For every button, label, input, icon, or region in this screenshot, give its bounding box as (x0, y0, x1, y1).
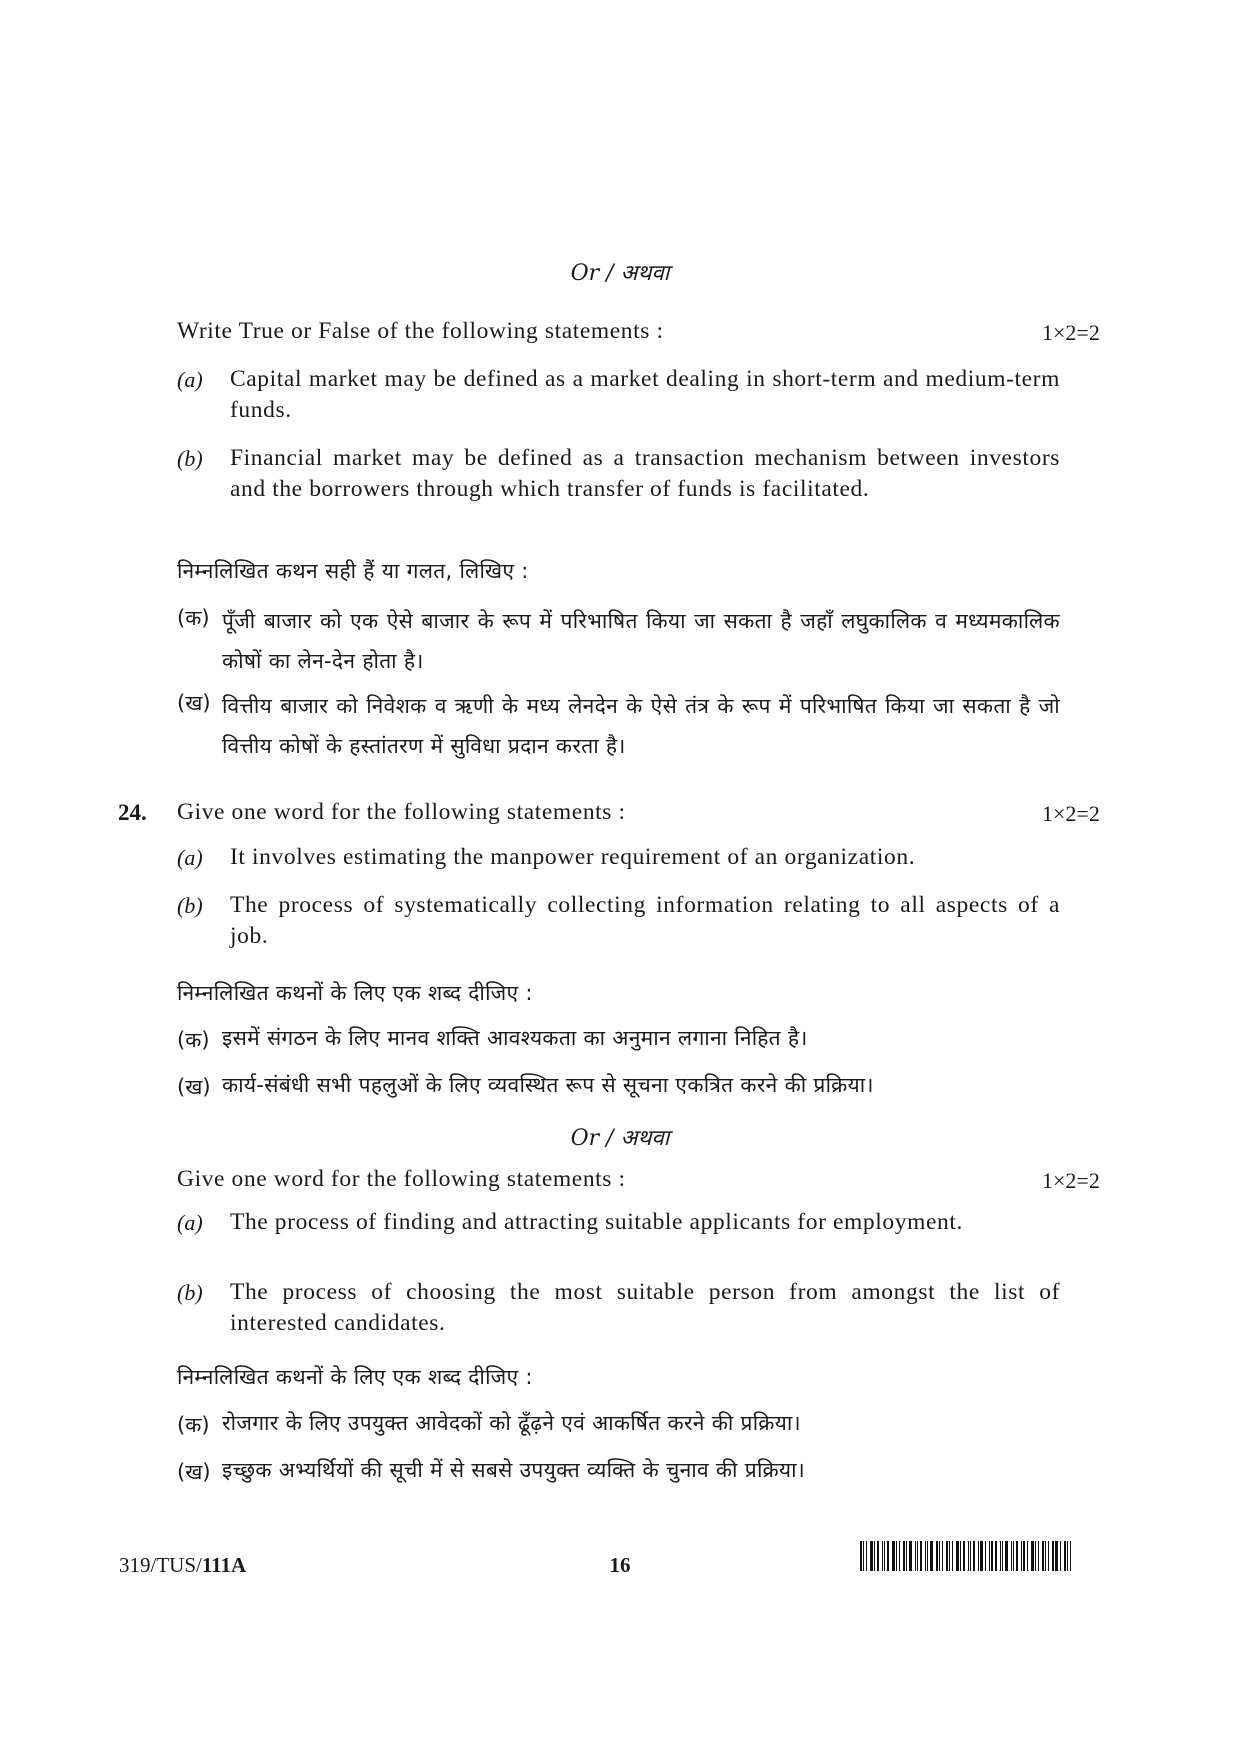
statement-a: Capital market may be defined as a market dealing in short-term and medium-term funds. (230, 366, 1060, 423)
barcode-bar (980, 1541, 983, 1571)
barcode-image (860, 1541, 1120, 1571)
barcode-bar (1045, 1541, 1046, 1571)
instruction-one-word: Give one word for the following statements : (177, 1166, 626, 1192)
hindi-item-label: (क) (177, 1028, 210, 1052)
barcode-bar (874, 1541, 875, 1571)
hindi-instruction: निम्नलिखित कथनों के लिए एक शब्द दीजिए : (177, 1365, 533, 1389)
barcode-bar (892, 1541, 895, 1571)
barcode-bar (1011, 1541, 1012, 1571)
barcode-bar (917, 1541, 918, 1571)
barcode-bar (1005, 1541, 1008, 1571)
barcode-bar (1067, 1541, 1068, 1571)
barcode-bar (866, 1541, 867, 1571)
barcode-bar (930, 1541, 933, 1571)
barcode-bar (1052, 1541, 1054, 1571)
barcode-bar (903, 1541, 905, 1571)
statement-b: Financial market may be defined as a transaction mechanism between investors and the borrowers through which transfer of funds is facilitated. (230, 445, 1060, 502)
barcode-bar (906, 1541, 907, 1571)
item-label: (b) (177, 1280, 203, 1305)
marks-label: 1×2=2 (1042, 320, 1100, 345)
marks-label: 1×2=2 (1042, 801, 1100, 826)
barcode-bar (1042, 1541, 1044, 1571)
barcode-bar (887, 1541, 889, 1571)
barcode-bar (1016, 1541, 1018, 1571)
barcode-bar (1035, 1541, 1036, 1571)
hindi-item-label: (क) (177, 1413, 210, 1437)
barcode-bar (1064, 1541, 1066, 1571)
item-label: (a) (177, 845, 203, 870)
barcode-bar (995, 1541, 997, 1571)
item-label: (a) (177, 1210, 203, 1235)
paper-code-prefix: 319/TUS/ (119, 1553, 202, 1577)
hindi-item-label: (क) (177, 606, 210, 630)
page-number: 16 (609, 1553, 631, 1577)
barcode-bar (1031, 1541, 1034, 1571)
paper-code-bold: 111A (201, 1553, 247, 1577)
barcode-bar (915, 1541, 916, 1571)
hindi-statement-kha: इच्छुक अभ्यर्थियों की सूची में से सबसे उपयुक्त व्यक्ति के चुनाव की प्रक्रिया। (222, 1458, 806, 1482)
marks-label: 1×2=2 (1042, 1168, 1100, 1193)
hindi-statement-kha: वित्तीय बाजार को निवेशक व ऋणी के मध्य लेनदेन के ऐसे तंत्र के रूप में परिभाषित किया जा सकता है जो वित्तीय कोषों के हस्तांतरण में सुविधा प्रदान करता है। (222, 694, 1060, 758)
barcode-bar (952, 1541, 953, 1571)
item-label: (a) (177, 367, 203, 392)
hindi-instruction: निम्नलिखित कथनों के लिए एक शब्द दीजिए : (177, 981, 533, 1005)
instruction-one-word: Give one word for the following statements : (177, 799, 626, 825)
hindi-statement-kha: कार्य-संबंधी सभी पहलुओं के लिए व्यवस्थित रूप से सूचना एकत्रित करने की प्रक्रिया। (222, 1073, 874, 1097)
barcode-bar (991, 1541, 993, 1571)
barcode-bar (927, 1541, 928, 1571)
barcode-bar (1038, 1541, 1039, 1571)
instruction-true-false: Write True or False of the following statements : (177, 318, 664, 344)
barcode-bar (870, 1541, 873, 1571)
hindi-statement-ka: इसमें संगठन के लिए मानव शक्ति आवश्यकता का अनुमान लगाना निहित है। (222, 1026, 808, 1050)
barcode-bar (1060, 1541, 1061, 1571)
statement-b: The process of systematically collecting information relating to all aspects of a job. (230, 892, 1060, 949)
barcode-bar (1002, 1541, 1003, 1571)
hindi-item-label: (ख) (177, 1075, 211, 1099)
item-label: (b) (177, 446, 203, 471)
barcode-bar (989, 1541, 990, 1571)
barcode-bar (925, 1541, 926, 1571)
question-number: 24. (118, 800, 147, 825)
barcode-bar (899, 1541, 900, 1571)
barcode-bar (985, 1541, 986, 1571)
barcode-bar (1070, 1541, 1071, 1571)
barcode-bar (942, 1541, 943, 1571)
barcode-bar (1023, 1541, 1025, 1571)
statement-a: The process of finding and attracting suitable applicants for employment. (230, 1209, 963, 1235)
or-divider-1: Or / अथवा (570, 261, 670, 286)
barcode-bar (936, 1541, 938, 1571)
item-label: (b) (177, 893, 203, 918)
barcode-bar (1000, 1541, 1001, 1571)
statement-b: The process of choosing the most suitable person from amongst the list of interested candidates. (230, 1279, 1060, 1336)
barcode-bar (970, 1541, 971, 1571)
barcode-bar (877, 1541, 879, 1571)
or-divider-2: Or / अथवा (570, 1126, 670, 1151)
barcode-bar (1027, 1541, 1028, 1571)
barcode-bar (1048, 1541, 1049, 1571)
barcode-bar (963, 1541, 965, 1571)
hindi-item-label: (ख) (177, 691, 211, 715)
barcode-bar (973, 1541, 975, 1571)
barcode-bar (920, 1541, 922, 1571)
barcode-bar (1021, 1541, 1022, 1571)
barcode-bar (946, 1541, 948, 1571)
barcode-bar (939, 1541, 940, 1571)
barcode-bar (1013, 1541, 1014, 1571)
barcode-bar (863, 1541, 864, 1571)
hindi-item-label: (ख) (177, 1460, 211, 1484)
hindi-statement-ka: पूँजी बाजार को एक ऐसे बाजार के रूप में परिभाषित किया जा सकता है जहाँ लघुकालिक व मध्यमकालिक कोषों का लेन-देन होता है। (222, 609, 1060, 673)
barcode-bar (978, 1541, 979, 1571)
statement-a: It involves estimating the manpower requirement of an organization. (230, 844, 916, 870)
barcode-bar (960, 1541, 961, 1571)
barcode-bar (909, 1541, 912, 1571)
hindi-statement-ka: रोजगार के लिए उपयुक्त आवेदकों को ढूँढ़ने एवं आकर्षित करने की प्रक्रिया। (222, 1411, 801, 1435)
barcode-bar (956, 1541, 959, 1571)
barcode-bar (896, 1541, 897, 1571)
barcode-bar (884, 1541, 885, 1571)
barcode-bar (968, 1541, 969, 1571)
barcode-bar (860, 1541, 862, 1571)
barcode-bar (1055, 1541, 1058, 1571)
barcode-bar (949, 1541, 950, 1571)
hindi-instruction: निम्नलिखित कथन सही हैं या गलत, लिखिए : (177, 559, 529, 583)
barcode-bar (882, 1541, 883, 1571)
